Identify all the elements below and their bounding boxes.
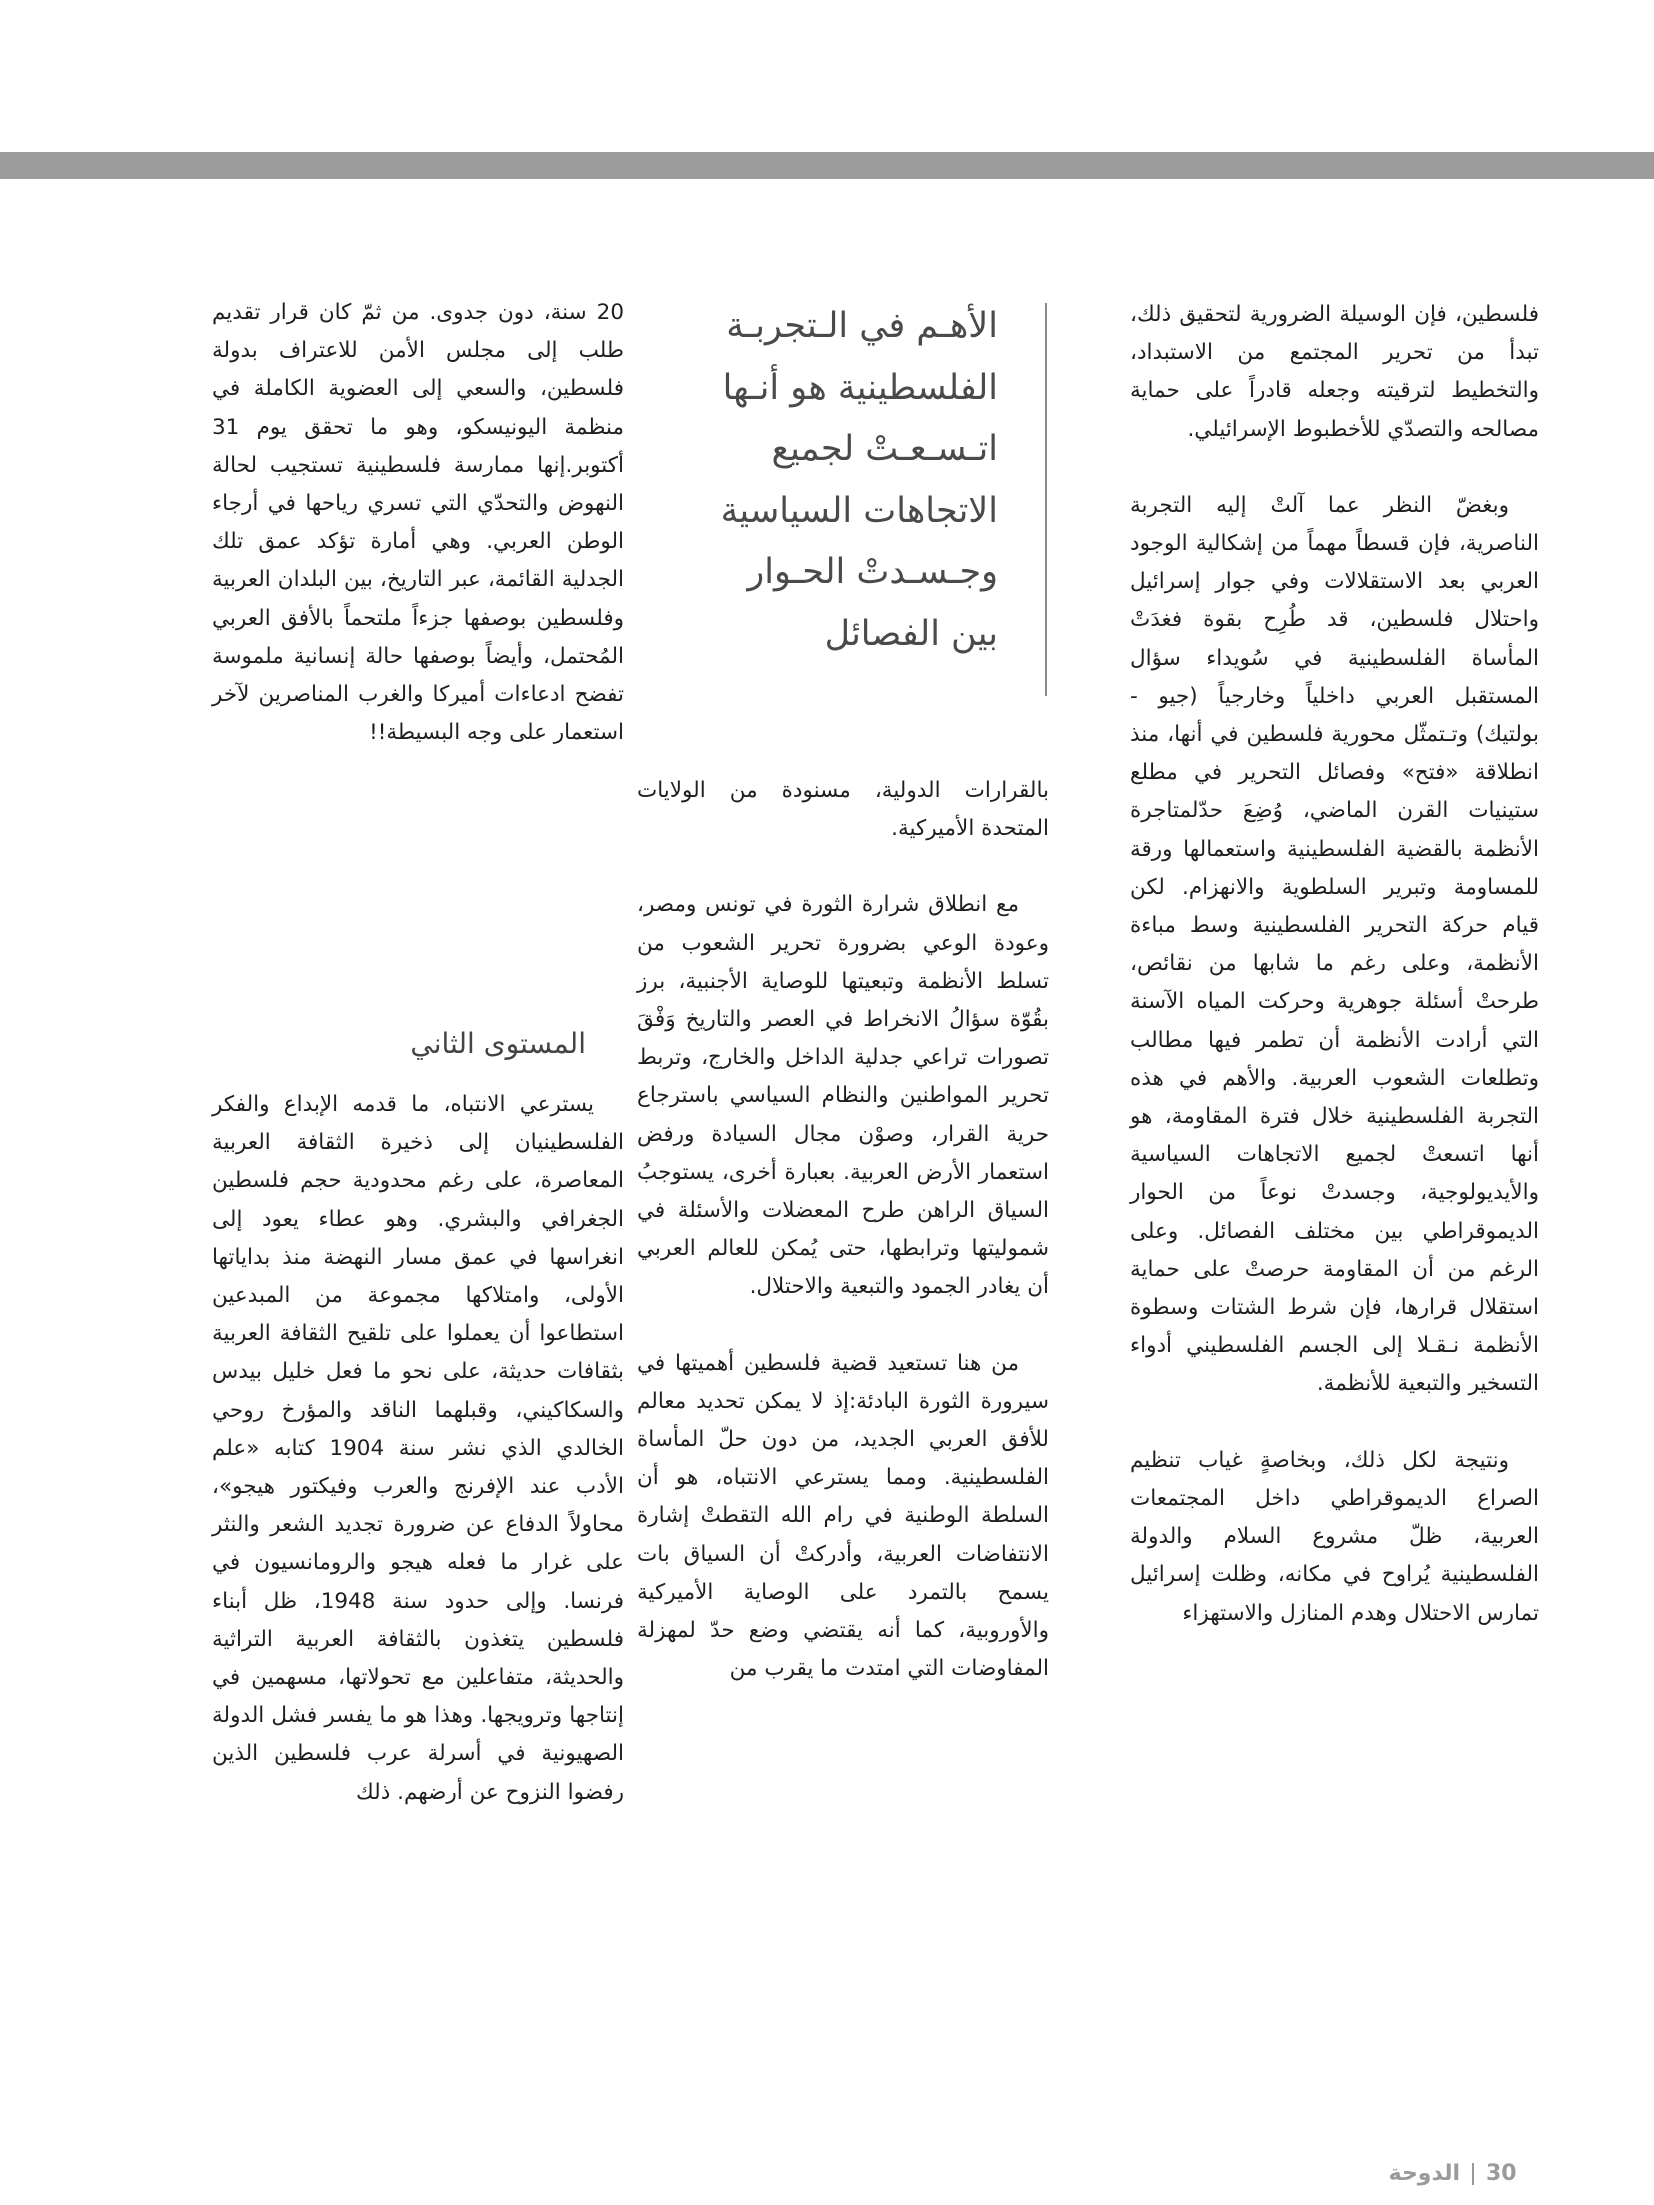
paragraph: 20 سنة، دون جدوى. من ثمّ كان قرار تقديم طلب إلى مجلس الأمن للاعتراف بدولة فلسطين، والسعي إلى العضوية الكاملة في منظمة اليونيسكو، وهو ما تحقق يوم 31 أكتوبر.إنها ممارسة فلسطينية تستجيب لحالة النهوض والتحدّي التي تسري رياحها في أرجاء الوطن العربي. وهي أمارة تؤكد عمق تلك الجدلية القائمة، عبر التاريخ، بين البلدان العربية وفلسطين بوصفها جزءاً ملتحماً بالأفق العربي المُحتمل، وأيضاً بوصفها حالة إنسانية ملموسة تفضح ادعاءات أميركا والغرب المناصرين لآخر استعمار على وجه البسيطة!! — [212, 300, 624, 746]
page-number: 30 — [1486, 2161, 1517, 2186]
paragraph: يسترعي الانتباه، ما قدمه الإبداع والفكر الفلسطينيان إلى ذخيرة الثقافة العربية المعاصرة، على رغم محدودية حجم فلسطين الجغرافي والبشري. وهو عطاء يعود إلى انغراسها في عمق مسار النهضة منذ بداياتها الأولى، وامتلاكها مجموعة من المبدعين استطاعوا أن يعملوا على تلقيح الثقافة العربية بثقافات حديثة، على نحو ما فعل خليل بيدس والسكاكيني، وقبلهما الناقد والمؤرخ روحي الخالدي الذي نشر سنة 1904 كتابه «علم الأدب عند الإفرنج والعرب وفيكتور هيجو»، محاولاً الدفاع عن ضرورة تجديد الشعر والنثر على غرار ما فعله هيجو والرومانسيون في فرنسا. وإلى حدود سنة 1948، ظل أبناء فلسطين يتغذون بالثقافة العربية التراثية والحديثة، متفاعلين مع تحولاتها، مسهمين في إنتاجها وترويجها. وهذا هو ما يفسر فشل الدولة الصهيونية في أسرلة عرب فلسطين الذين رفضوا النزوح عن أرضهم. ذلك — [212, 1092, 625, 1805]
paragraph: وبغضّ النظر عما آلتْ إليه التجربة الناصرية، فإن قسطاً مهماً من إشكالية الوجود العربي بعد الاستقلالات وفي جوار إسرائيل واحتلال فلسطين، قد طُرِح بقوة فغدَتْ المأساة الفلسطينية في سُويداء سؤال المستقبل العربي داخلياً وخارجياً (جيو - بولتيك) وتـتمثّل محورية فلسطين في أنها، منذ انطلاقة «فتح» وفصائل التحرير في مطلع ستينيات القرن الماضي، وُضِعَ حدّلمتاجرة الأنظمة بالقضية الفلسطينية واستعمالها ورقة للمساومة وتبرير السلطوية والانهزام. لكن قيام حركة التحرير الفلسطينية وسط مباءة الأنظمة، وعلى رغم ما شابها من نقائص، طرحتْ أسئلة جوهرية وحركت المياه الآسنة التي أرادت الأنظمة أن تطمر فيها مطالب وتطلعات الشعوب العربية. والأهم في هذه التجربة الفلسطينية خلال فترة المقاومة، هو أنها اتسعتْ لجميع الاتجاهات السياسية والأيديولوجية، وجسدتْ نوعاً من الحوار الديموقراطي بين مختلف الفصائل. وعلى الرغم من أن المقاومة حرصتْ على حماية استقلال قرارها، فإن شرط الشتات وسطوة الأنظمة نـقـلا إلى الجسم الفلسطيني أدواء التسخير والتبعية للأنظمة. — [1130, 492, 1539, 1397]
paragraph: بالقرارات الدولية، مسنودة من الولايات المتحدة الأميركية. — [637, 778, 1049, 842]
paragraph: فلسطين، فإن الوسيلة الضرورية لتحقيق ذلك، تبدأ من تحرير المجتمع من الاستبداد، والتخطيط لترقيته وجعله قادراً على حماية مصالحه والتصدّي للأخطبوط الإسرائيلي. — [1130, 302, 1539, 442]
paragraph: ونتيجة لكل ذلك، وبخاصةٍ غياب تنظيم الصراع الديموقراطي داخل المجتمعات العربية، ظلّ مشروع السلام والدولة الفلسطينية يُراوح في مكانه، وظلت إسرائيل تمارس الاحتلال وهدم المنازل والاستهزاء — [1130, 1447, 1539, 1626]
pull-quote: الأهـم في الـتجربـة الفلسطينية هو أنـها اتـسـعـتْ لجميع الاتجاهات السياسية وجـسـدتْ الحـوار بين الفصائل — [720, 306, 998, 654]
article-column-left-top — [212, 294, 624, 752]
footer-divider — [1472, 2163, 1474, 2185]
section-subheading: المستوى الثاني — [410, 1027, 586, 1060]
top-gray-band — [0, 152, 1654, 179]
magazine-logo: الدوحة — [1388, 2161, 1460, 2186]
article-column-middle — [637, 772, 1049, 1688]
paragraph: من هنا تستعيد قضية فلسطين أهميتها في سيرورة الثورة البادئة:إذ لا يمكن تحديد معالم للأفق العربي الجديد، من دون حلّ المأساة الفلسطينية. ومما يسترعي الانتباه، هو أن السلطة الوطنية في رام الله التقطتْ إشارة الانتفاضات العربية، وأدركتْ أن السياق بات يسمح بالتمرد على الوصاية الأميركية والأوروبية، كما أنه يقتضي وضع حدّ لمهزلة المفاوضات التي امتدت ما يقرب من — [637, 1350, 1049, 1682]
page-footer — [1380, 2159, 1530, 2189]
article-column-left-bottom — [212, 1086, 624, 1812]
paragraph: مع انطلاق شرارة الثورة في تونس ومصر، وعودة الوعي بضرورة تحرير الشعوب من تسلط الأنظمة وتبعيتها للوصاية الأجنبية، برز بقُوّة سؤالُ الانخراط في العصر والتاريخ وَفْقَ تصورات تراعي جدلية الداخل والخارج، وتربط تحرير المواطنين والنظام السياسي باسترجاع حرية القرار، وصوْن مجال السيادة ورفض استعمار الأرض العربية. بعبارة أخرى، يستوجبُ السياق الراهن طرح المعضلات والأسئلة في شموليتها وترابطها، حتى يُمكن للعالم العربي أن يغادر الجمود والتبعية والاحتلال. — [637, 892, 1049, 1300]
article-column-right — [1130, 296, 1539, 1633]
pull-quote-rule — [1045, 303, 1047, 696]
